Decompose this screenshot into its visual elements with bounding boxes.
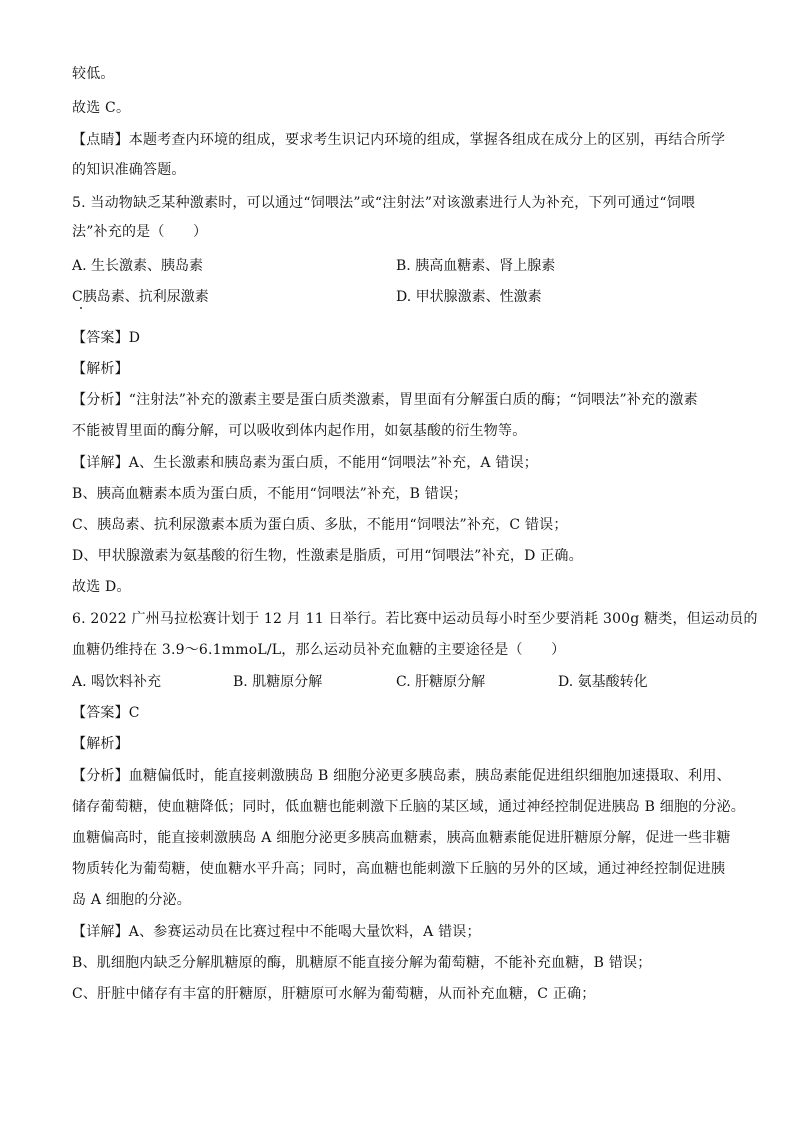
question-5-stem: 法”补充的是（ ）	[72, 224, 208, 240]
q6-option-c: C. 肝糖原分解	[396, 674, 486, 690]
q5-detail: D、甲状腺激素为氨基酸的衍生物，性激素是脂质，可用“饲喂法”补充，D 正确。	[72, 548, 583, 564]
q5-selection: 故选 D。	[72, 579, 131, 595]
q5-option-a: A. 生长激素、胰岛素	[72, 258, 204, 274]
note-line: 【点睛】本题考查内环境的组成，要求考生识记内环境的组成，掌握各组成在成分上的区别，再结合所学	[72, 132, 726, 148]
stray-dot	[80, 307, 82, 309]
q6-detail: B、肌细胞内缺乏分解肌糖原的酶，肌糖原不能直接分解为葡萄糖，不能补充血糖，B 错误；	[72, 955, 652, 971]
q5-detail: B、胰高血糖素本质为蛋白质，不能用“饲喂法”补充，B 错误；	[72, 486, 468, 502]
q6-analysis: 【分析】血糖偏低时，能直接刺激胰岛 B 细胞分泌更多胰岛素，胰岛素能促进组织细胞加速摄取、利用、	[72, 768, 731, 784]
q6-detail: C、肝脏中储存有丰富的肝糖原，肝糖原可水解为葡萄糖，从而补充血糖，C 正确；	[72, 986, 596, 1002]
q6-option-a: A. 喝饮料补充	[72, 674, 162, 690]
q5-analysis-heading: 【解析】	[72, 361, 129, 377]
q5-analysis: 不能被胃里面的酶分解，可以吸收到体内起作用，如氨基酸的衍生物等。	[72, 423, 527, 439]
q6-analysis: 储存葡萄糖，使血糖降低；同时，低血糖也能刺激下丘脑的某区域，通过神经控制促进胰岛 B 细胞的分泌。	[72, 799, 745, 815]
q6-analysis: 岛 A 细胞的分泌。	[72, 892, 192, 908]
q6-answer: 【答案】C	[72, 705, 140, 721]
q6-analysis: 血糖偏高时，能直接刺激胰岛 A 细胞分泌更多胰高血糖素，胰高血糖素能促进肝糖原分解，促进一些非糖	[72, 830, 731, 846]
q5-detail: C、胰岛素、抗利尿激素本质为蛋白质、多肽，不能用“饲喂法”补充，C 错误；	[72, 517, 568, 533]
q5-option-b: B. 胰高血糖素、肾上腺素	[396, 258, 556, 274]
q5-option-c: C胰岛素、抗利尿激素	[72, 289, 209, 305]
q6-analysis: 物质转化为葡萄糖，使血糖水平升高；同时，高血糖也能刺激下丘脑的另外的区域，通过神经控制促进胰	[72, 861, 726, 877]
q6-analysis-heading: 【解析】	[72, 736, 129, 752]
text-line: 故选 C。	[72, 100, 131, 116]
q5-option-d: D. 甲状腺激素、性激素	[396, 289, 542, 305]
question-5-stem: 5. 当动物缺乏某种激素时，可以通过“饲喂法”或“注射法”对该激素进行人为补充，下列可通过“饲喂	[72, 195, 696, 211]
q6-detail: 【详解】A、参赛运动员在比赛过程中不能喝大量饮料，A 错误；	[72, 924, 481, 940]
q5-analysis: 【分析】“注射法”补充的激素主要是蛋白质类激素，胃里面有分解蛋白质的酶；“饲喂法”补充的激素	[72, 392, 698, 408]
q6-option-b: B. 肌糖原分解	[233, 674, 323, 690]
note-line: 的知识准确答题。	[72, 162, 186, 178]
q5-answer: 【答案】D	[72, 330, 141, 346]
q6-option-d: D. 氨基酸转化	[558, 674, 648, 690]
question-6-stem: 6. 2022 广州马拉松赛计划于 12 月 11 日举行。若比赛中运动员每小时至少要消耗 300g 糖类，但运动员的	[72, 611, 758, 627]
question-6-stem: 血糖仍维持在 3.9～6.1mmoL/L，那么运动员补充血糖的主要途径是（ ）	[72, 642, 566, 658]
text-line: 较低。	[72, 66, 115, 82]
q5-detail: 【详解】A、生长激素和胰岛素为蛋白质，不能用“饲喂法”补充，A 错误；	[72, 455, 538, 471]
